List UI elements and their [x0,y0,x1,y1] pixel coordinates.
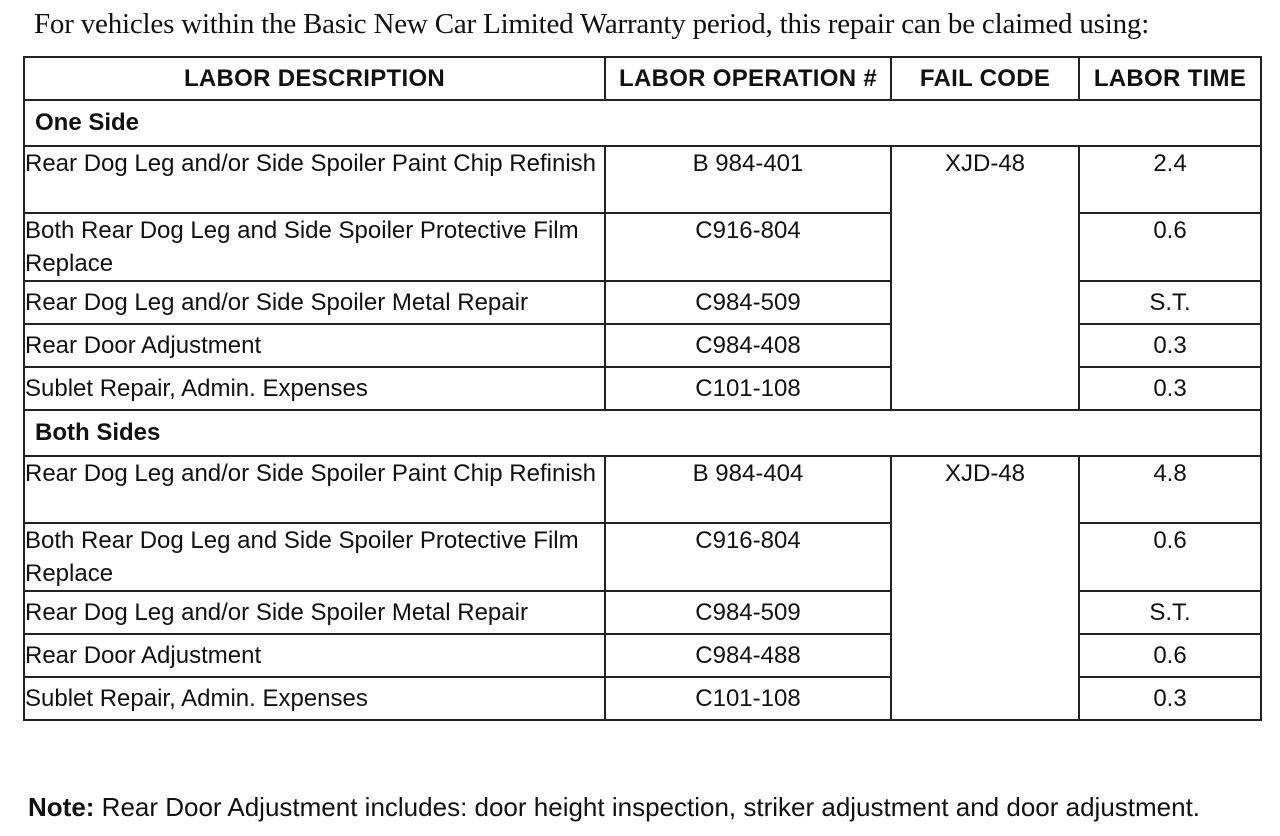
header-labor-time: LABOR TIME [1079,57,1261,100]
table-row [24,456,1261,523]
labor-description: Rear Dog Leg and/or Side Spoiler Paint Chip Refinish [24,146,605,213]
labor-time: S.T. [1079,591,1261,634]
labor-description: Rear Door Adjustment [24,324,605,367]
labor-description: Both Rear Dog Leg and Side Spoiler Protective Film Replace [24,213,605,281]
header-labor-operation: LABOR OPERATION # [605,57,891,100]
section-row-one-side [24,100,1261,146]
table-header-row [24,57,1261,100]
labor-operation: C984-488 [605,634,891,677]
labor-operations-table [23,56,1262,721]
labor-time: 2.4 [1079,146,1261,213]
labor-description: Both Rear Dog Leg and Side Spoiler Protective Film Replace [24,523,605,591]
section-title: Both Sides [24,410,1261,456]
labor-time: 0.3 [1079,367,1261,410]
labor-operation: C916-804 [605,523,891,591]
labor-description: Rear Door Adjustment [24,634,605,677]
table-row [24,146,1261,213]
labor-time: 4.8 [1079,456,1261,523]
labor-time: 0.6 [1079,523,1261,591]
section-row-both-sides [24,410,1261,456]
fail-code: XJD-48 [891,146,1079,410]
labor-operation: C984-509 [605,281,891,324]
labor-description: Rear Dog Leg and/or Side Spoiler Paint Chip Refinish [24,456,605,523]
section-title: One Side [24,100,1261,146]
note-text: Rear Door Adjustment includes: door height inspection, striker adjustment and door adjustment. [94,792,1201,822]
labor-description: Rear Dog Leg and/or Side Spoiler Metal Repair [24,591,605,634]
labor-description: Sublet Repair, Admin. Expenses [24,677,605,720]
header-fail-code: FAIL CODE [891,57,1079,100]
labor-operation: B 984-404 [605,456,891,523]
labor-operation: C984-509 [605,591,891,634]
labor-operation: B 984-401 [605,146,891,213]
fail-code: XJD-48 [891,456,1079,720]
labor-description: Rear Dog Leg and/or Side Spoiler Metal Repair [24,281,605,324]
header-labor-description: LABOR DESCRIPTION [24,57,605,100]
intro-text: For vehicles within the Basic New Car Limited Warranty period, this repair can be claimed using: [34,8,1150,40]
labor-description: Sublet Repair, Admin. Expenses [24,367,605,410]
labor-operation: C101-108 [605,367,891,410]
labor-operation: C101-108 [605,677,891,720]
labor-time: S.T. [1079,281,1261,324]
labor-time: 0.6 [1079,634,1261,677]
labor-operation: C916-804 [605,213,891,281]
labor-time: 0.3 [1079,677,1261,720]
labor-time: 0.3 [1079,324,1261,367]
note-label: Note: [28,792,95,822]
labor-time: 0.6 [1079,213,1261,281]
labor-operation: C984-408 [605,324,891,367]
footnote [28,789,1200,825]
